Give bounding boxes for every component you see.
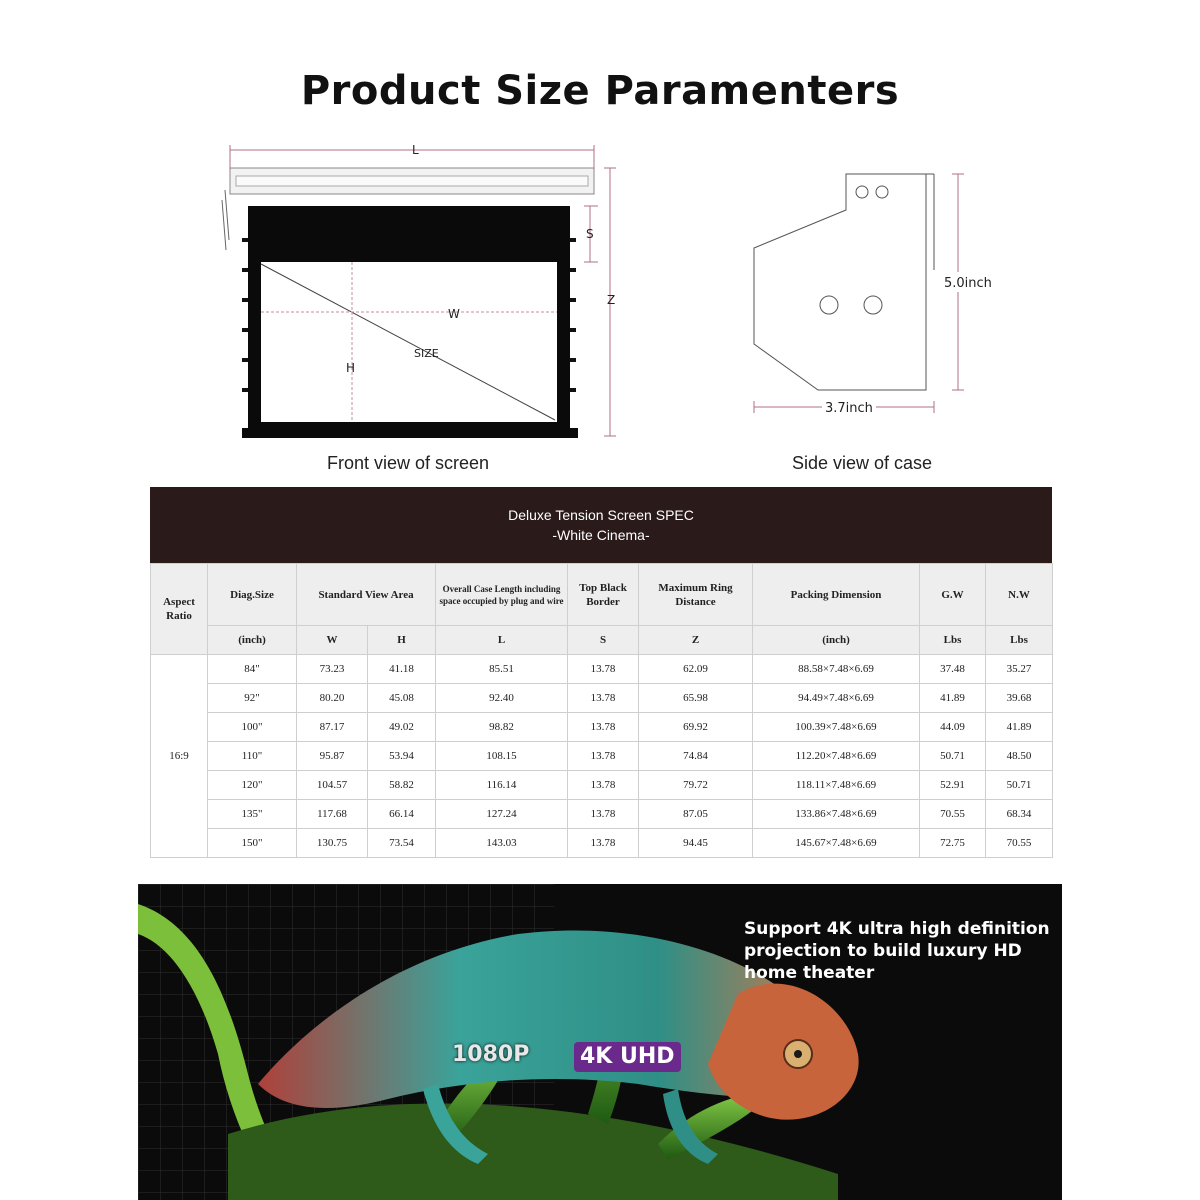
cell-z: 69.92 xyxy=(639,713,753,742)
dim-label-h: H xyxy=(346,361,356,375)
cell-z: 87.05 xyxy=(639,800,753,829)
cell-pack: 112.20×7.48×6.69 xyxy=(753,742,920,771)
table-row xyxy=(151,742,1053,771)
col-standard-view-area: Standard View Area xyxy=(297,564,436,626)
cell-pack: 118.11×7.48×6.69 xyxy=(753,771,920,800)
cell-diag: 84" xyxy=(208,655,297,684)
cell-nw: 50.71 xyxy=(986,771,1053,800)
dim-label-l: L xyxy=(412,143,419,157)
cell-z: 94.45 xyxy=(639,829,753,858)
unit-z: Z xyxy=(639,626,753,655)
spec-table xyxy=(150,487,1052,858)
cell-gw: 52.91 xyxy=(920,771,986,800)
cell-s: 13.78 xyxy=(568,829,639,858)
cell-nw: 68.34 xyxy=(986,800,1053,829)
col-diag-size: Diag.Size xyxy=(208,564,297,626)
cell-z: 79.72 xyxy=(639,771,753,800)
spec-grid xyxy=(150,563,1053,858)
side-view-caption: Side view of case xyxy=(792,453,933,473)
cell-w: 95.87 xyxy=(297,742,368,771)
cell-l: 85.51 xyxy=(436,655,568,684)
cell-l: 98.82 xyxy=(436,713,568,742)
cell-l: 108.15 xyxy=(436,742,568,771)
col-aspect-ratio: Aspect Ratio xyxy=(151,564,208,655)
uhd-banner xyxy=(138,884,1062,1200)
dim-label-size: SIZE xyxy=(414,347,439,360)
cell-h: 41.18 xyxy=(368,655,436,684)
cell-s: 13.78 xyxy=(568,742,639,771)
spec-header-title: Deluxe Tension Screen SPEC xyxy=(508,507,694,523)
cell-s: 13.78 xyxy=(568,713,639,742)
dim-label-z: Z xyxy=(607,293,616,307)
cell-nw: 48.50 xyxy=(986,742,1053,771)
table-row xyxy=(151,800,1053,829)
cell-s: 13.78 xyxy=(568,655,639,684)
cell-pack: 133.86×7.48×6.69 xyxy=(753,800,920,829)
cell-diag: 135" xyxy=(208,800,297,829)
table-row xyxy=(151,829,1053,858)
dim-label-case-depth: 3.7inch xyxy=(825,401,873,416)
cell-l: 116.14 xyxy=(436,771,568,800)
cell-nw: 39.68 xyxy=(986,684,1053,713)
front-view-diagram xyxy=(222,145,616,438)
table-row xyxy=(151,684,1053,713)
spec-header-subtitle: -White Cinema- xyxy=(552,527,650,543)
cell-gw: 70.55 xyxy=(920,800,986,829)
cell-diag: 150" xyxy=(208,829,297,858)
cell-h: 66.14 xyxy=(368,800,436,829)
cell-pack: 145.67×7.48×6.69 xyxy=(753,829,920,858)
cell-h: 58.82 xyxy=(368,771,436,800)
cell-l: 92.40 xyxy=(436,684,568,713)
cell-diag: 100" xyxy=(208,713,297,742)
cell-l: 127.24 xyxy=(436,800,568,829)
cell-pack: 100.39×7.48×6.69 xyxy=(753,713,920,742)
col-gross-weight: G.W xyxy=(920,564,986,626)
unit-l: L xyxy=(436,626,568,655)
unit-packing: (inch) xyxy=(753,626,920,655)
cell-gw: 41.89 xyxy=(920,684,986,713)
cell-w: 117.68 xyxy=(297,800,368,829)
unit-diag: (inch) xyxy=(208,626,297,655)
aspect-ratio-cell: 16:9 xyxy=(151,655,208,858)
cell-nw: 70.55 xyxy=(986,829,1053,858)
cell-diag: 110" xyxy=(208,742,297,771)
cell-w: 130.75 xyxy=(297,829,368,858)
unit-nw: Lbs xyxy=(986,626,1053,655)
dim-label-s: S xyxy=(586,227,594,241)
cell-w: 73.23 xyxy=(297,655,368,684)
cell-diag: 120" xyxy=(208,771,297,800)
cell-gw: 72.75 xyxy=(920,829,986,858)
table-row xyxy=(151,713,1053,742)
unit-gw: Lbs xyxy=(920,626,986,655)
col-case-length: Overall Case Length including space occupied by plug and wire xyxy=(436,564,568,626)
cell-s: 13.78 xyxy=(568,771,639,800)
cell-h: 49.02 xyxy=(368,713,436,742)
col-packing-dimension: Packing Dimension xyxy=(753,564,920,626)
cell-gw: 37.48 xyxy=(920,655,986,684)
cell-w: 80.20 xyxy=(297,684,368,713)
badge-4k-uhd: 4K UHD xyxy=(574,1042,681,1072)
cell-z: 74.84 xyxy=(639,742,753,771)
cell-h: 73.54 xyxy=(368,829,436,858)
cell-l: 143.03 xyxy=(436,829,568,858)
cell-s: 13.78 xyxy=(568,800,639,829)
col-max-ring-distance: Maximum Ring Distance xyxy=(639,564,753,626)
cell-s: 13.78 xyxy=(568,684,639,713)
dim-label-w: W xyxy=(448,307,460,321)
col-top-black-border: Top Black Border xyxy=(568,564,639,626)
cell-diag: 92" xyxy=(208,684,297,713)
unit-h: H xyxy=(368,626,436,655)
unit-w: W xyxy=(297,626,368,655)
cell-gw: 50.71 xyxy=(920,742,986,771)
unit-s: S xyxy=(568,626,639,655)
badge-1080p: 1080P xyxy=(452,1042,530,1067)
cell-w: 104.57 xyxy=(297,771,368,800)
col-net-weight: N.W xyxy=(986,564,1053,626)
cell-gw: 44.09 xyxy=(920,713,986,742)
cell-z: 62.09 xyxy=(639,655,753,684)
cell-pack: 88.58×7.48×6.69 xyxy=(753,655,920,684)
table-row xyxy=(151,771,1053,800)
cell-h: 45.08 xyxy=(368,684,436,713)
dim-label-case-height: 5.0inch xyxy=(944,276,992,291)
front-view-caption: Front view of screen xyxy=(327,453,490,473)
cell-nw: 35.27 xyxy=(986,655,1053,684)
page-title: Product Size Paramenters xyxy=(300,68,900,114)
side-view-diagram xyxy=(754,174,964,413)
cell-w: 87.17 xyxy=(297,713,368,742)
table-row xyxy=(151,655,1053,684)
size-diagram xyxy=(0,0,1200,480)
cell-z: 65.98 xyxy=(639,684,753,713)
cell-h: 53.94 xyxy=(368,742,436,771)
banner-headline: Support 4K ultra high definition projection to build luxury HD home theater xyxy=(744,919,1050,983)
cell-nw: 41.89 xyxy=(986,713,1053,742)
cell-pack: 94.49×7.48×6.69 xyxy=(753,684,920,713)
spec-header xyxy=(150,487,1052,563)
